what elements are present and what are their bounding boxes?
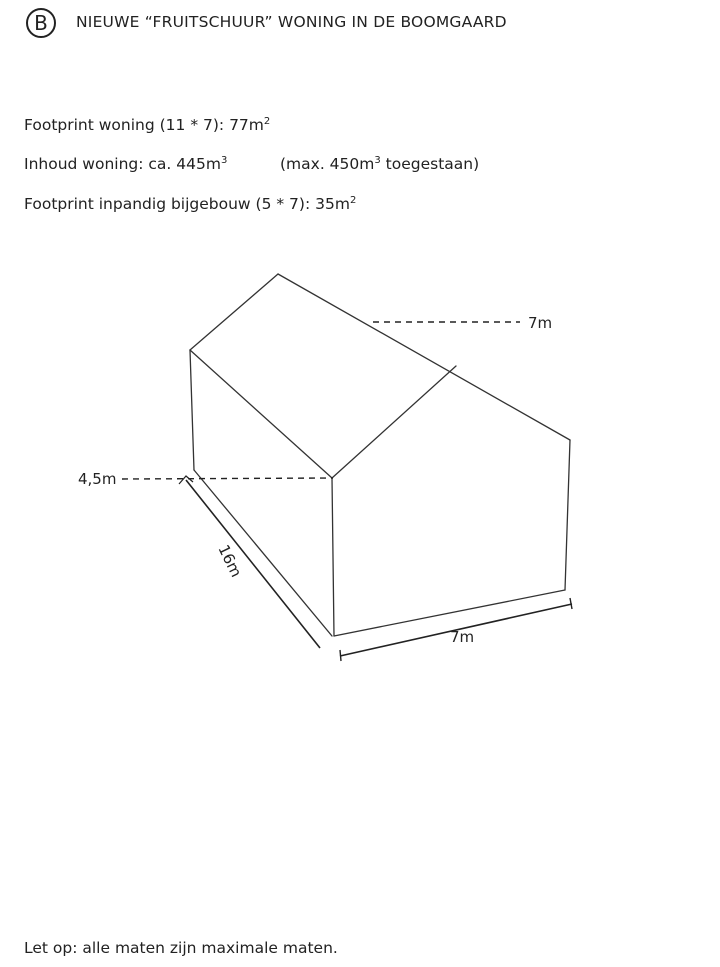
footprint-bijgebouw-text: Footprint inpandig bijgebouw (5 * 7): 35m [24,195,350,214]
roof-front-eave [190,350,332,478]
back-corner-edge [190,350,194,470]
inhoud-woning-unit: 3 [220,155,228,166]
gable-left-slope [332,366,456,478]
footprint-woning-text: Footprint woning (11 * 7): 77m [24,116,264,135]
section-badge-b: B [26,8,56,38]
length-label: 16m [214,541,246,581]
length-dimension-line [186,480,320,648]
gable-right-edge [565,440,570,590]
front-corner-edge [332,478,334,636]
roof-back-edge [190,274,278,350]
eave-height-dash-line [122,478,333,479]
roof-ridge-line [278,274,570,440]
width-dimension-tick-left [340,650,341,661]
max-toegestaan-post: toegestaan) [380,155,480,174]
inhoud-woning-text: Inhoud woning: ca. 445m [24,155,221,174]
width-dimension-tick-right [570,598,572,609]
eave-height-label: 4,5m [78,470,117,488]
ridge-height-label: 7m [528,314,553,332]
footnote: Let op: alle maten zijn maximale maten. [24,939,338,957]
footprint-bijgebouw-unit: 2 [349,195,357,206]
max-toegestaan-unit: 3 [374,155,381,166]
page-title: NIEUWE “FRUITSCHUUR” WONING IN DE BOOMGAARD [76,13,507,31]
max-toegestaan-pre: (max. 450m [280,155,375,174]
footprint-woning-unit: 2 [263,116,271,127]
side-wall-bottom [194,470,332,636]
width-label: 7m [450,628,475,646]
